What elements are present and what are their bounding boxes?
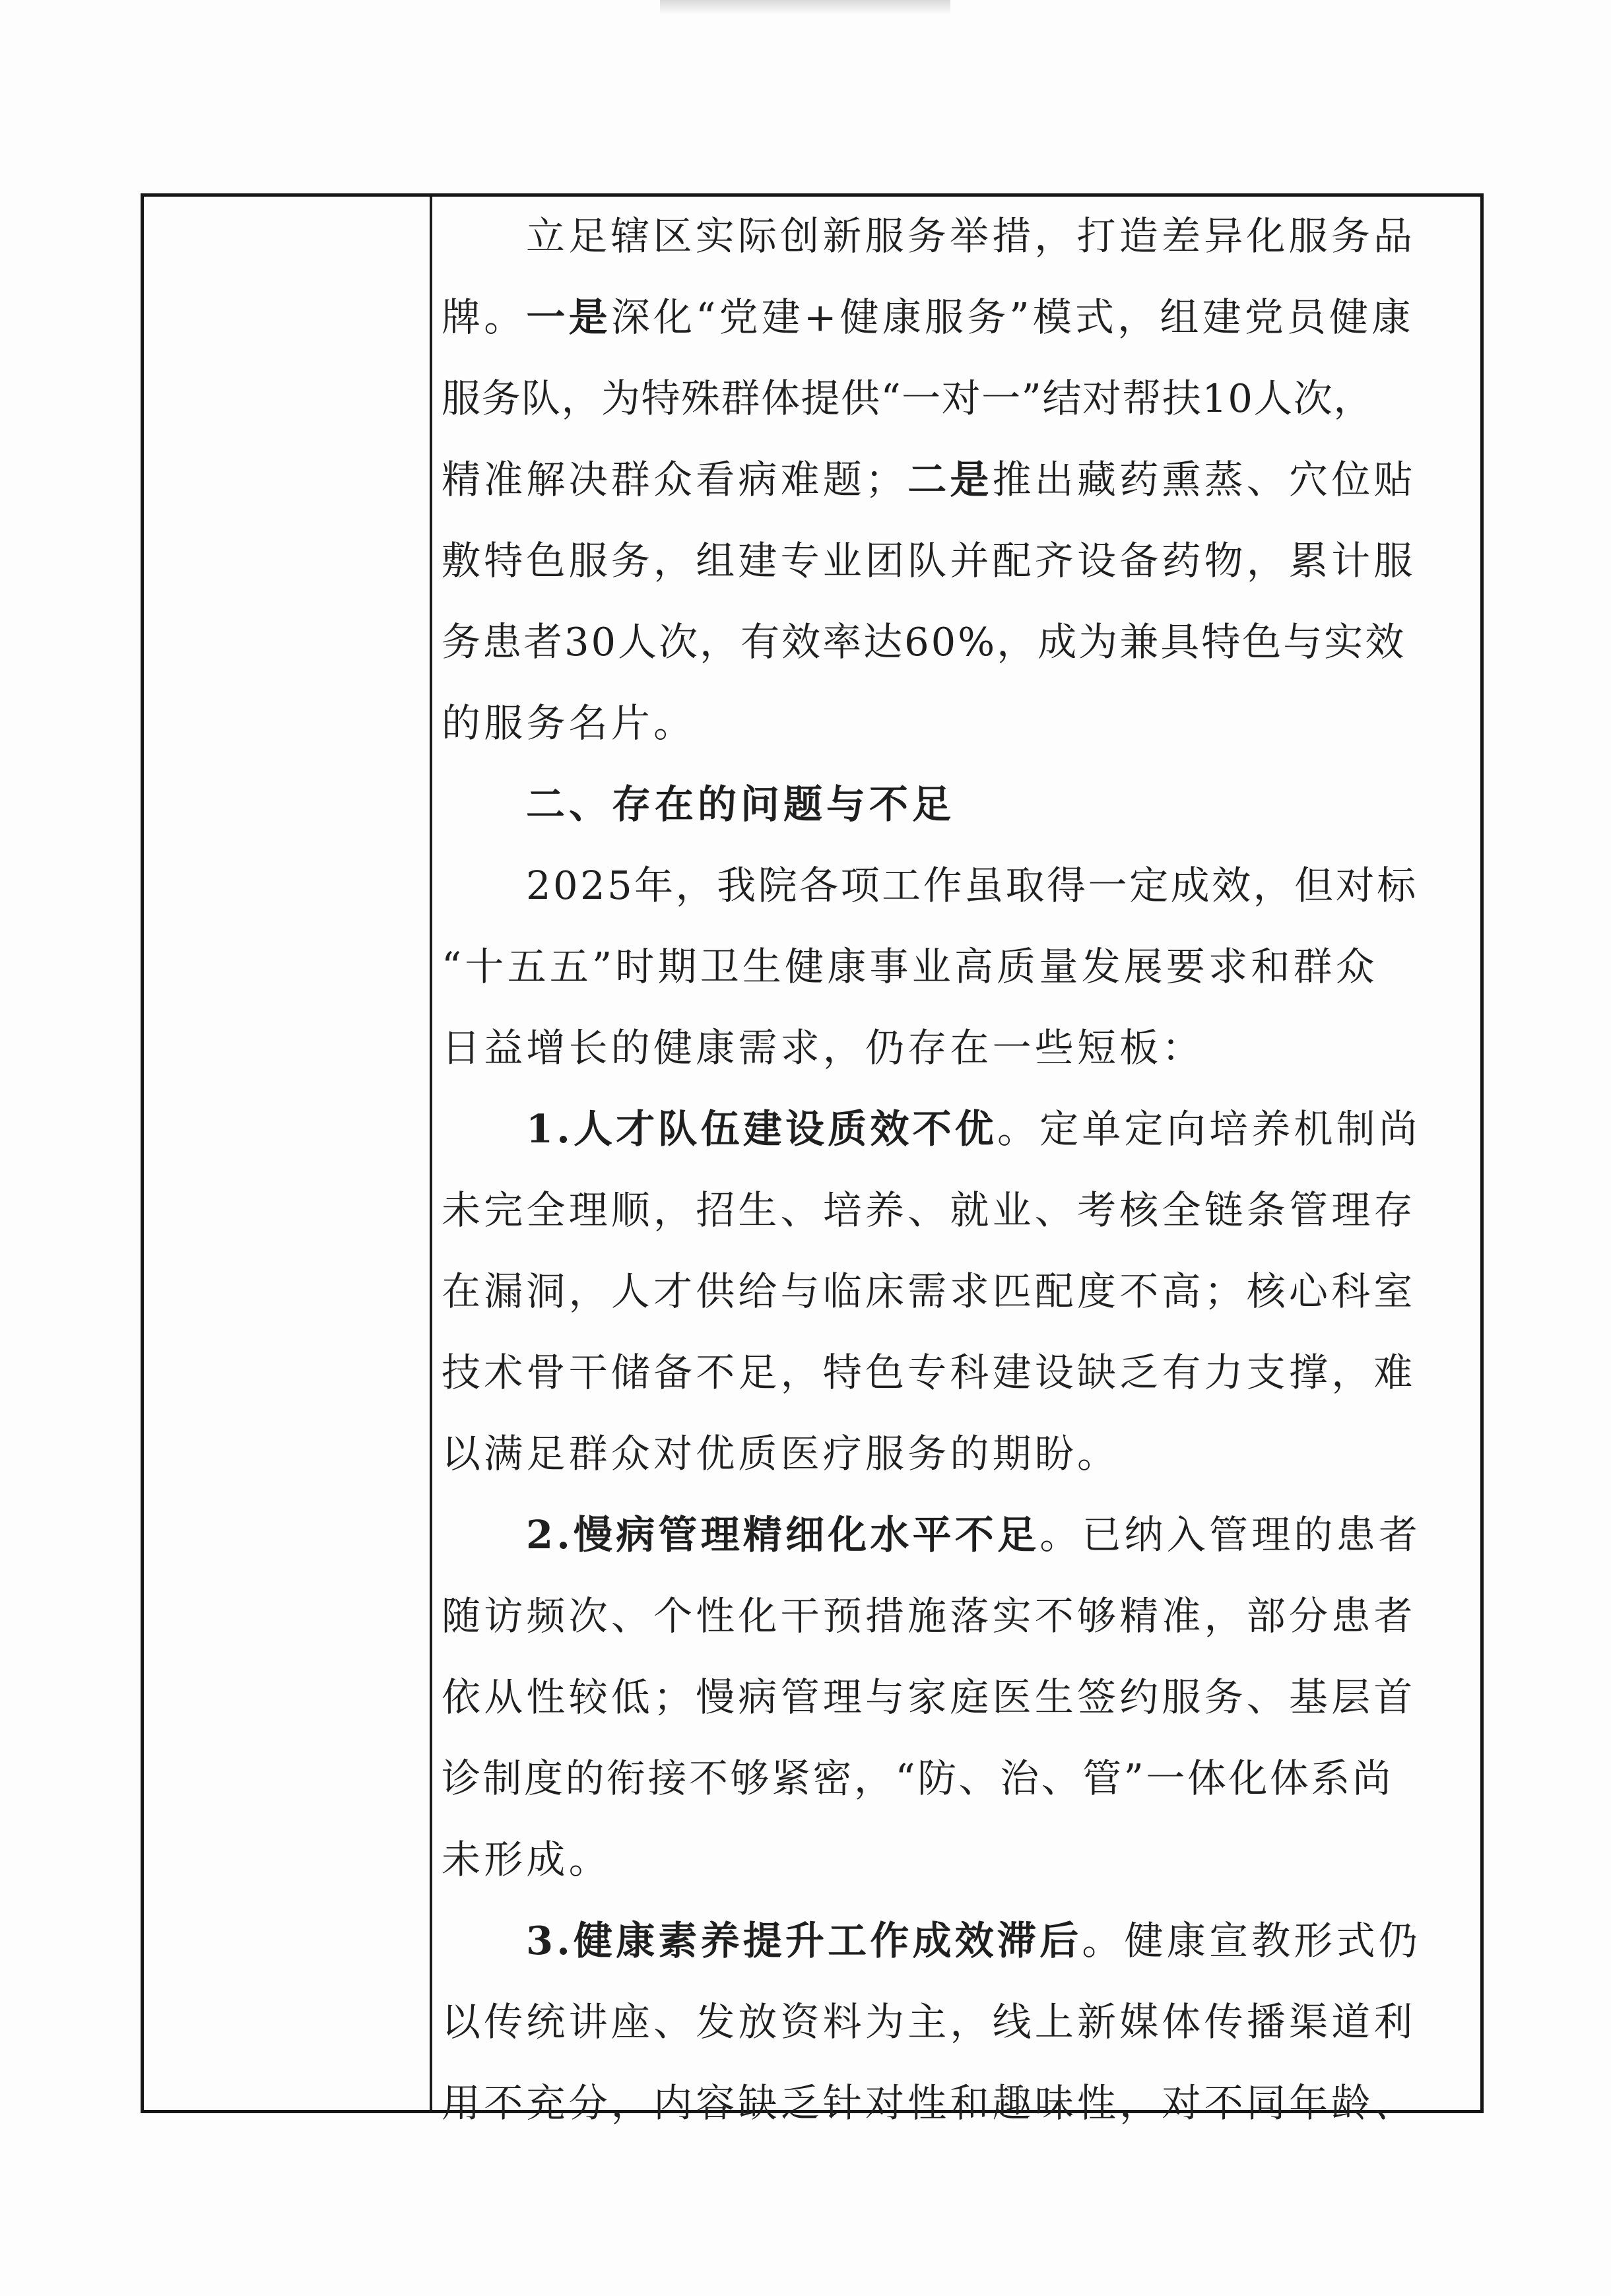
text-line: “十五五”时期卫生健康事业高质量发展要求和群众 (442, 944, 1378, 989)
text-line: 2025年，我院各项工作虽取得一定成效，但对标 (526, 863, 1418, 908)
text-line: 精准解决群众看病难题；二是推出藏药熏蒸、穴位贴 (442, 457, 1416, 502)
text-line: 日益增长的健康需求，仍存在一些短板： (442, 1025, 1204, 1070)
text-line: 技术骨干储备不足，特色专科建设缺乏有力支撑，难 (442, 1350, 1416, 1395)
table-column-divider (430, 197, 432, 2110)
text-line: 未完全理顺，招生、培养、就业、考核全链条管理存 (442, 1187, 1416, 1233)
text-line: 1.人才队伍建设质效不优。定单定向培养机制尚 (526, 1106, 1422, 1152)
item-3-title: 3.健康素养提升工作成效滞后 (526, 1918, 1082, 1963)
text-line: 务患者30人次，有效率达60%，成为兼具特色与实效 (442, 619, 1406, 665)
text-line: 牌。一是深化“党建+健康服务”模式，组建党员健康 (442, 294, 1414, 340)
text-line: 立足辖区实际创新服务举措，打造差异化服务品 (526, 213, 1416, 259)
text-line: 未形成。 (442, 1837, 611, 1882)
text-line: 以传统讲座、发放资料为主，线上新媒体传播渠道利 (442, 1999, 1416, 2045)
text-line: 3.健康素养提升工作成效滞后。健康宣教形式仍 (526, 1918, 1422, 1963)
bold-marker-2: 二是 (907, 457, 993, 502)
text-line: 依从性较低；慢病管理与家庭医生签约服务、基层首 (442, 1674, 1416, 1720)
text-line: 2.慢病管理精细化水平不足。已纳入管理的患者 (526, 1512, 1422, 1558)
scan-edge-shadow (660, 0, 950, 15)
text-line: 以满足群众对优质医疗服务的期盼。 (442, 1431, 1120, 1476)
text-line: 服务队，为特殊群体提供“一对一”结对帮扶10人次， (442, 376, 1373, 421)
text-line: 敷特色服务，组建专业团队并配齐设备药物，累计服 (442, 538, 1416, 583)
item-1-title: 1.人才队伍建设质效不优 (526, 1106, 997, 1152)
text-line: 随访频次、个性化干预措施落实不够精准，部分患者 (442, 1593, 1416, 1639)
section-heading: 二、存在的问题与不足 (526, 781, 956, 827)
bold-marker-1: 一是 (526, 294, 611, 340)
text-line: 用不充分，内容缺乏针对性和趣味性，对不同年龄、 (442, 2080, 1416, 2126)
text-line: 在漏洞，人才供给与临床需求匹配度不高；核心科室 (442, 1268, 1416, 1314)
item-2-title: 2.慢病管理精细化水平不足 (526, 1512, 1040, 1558)
text-line: 诊制度的衔接不够紧密，“防、治、管”一体化体系尚 (442, 1755, 1394, 1801)
text-line: 的服务名片。 (442, 700, 696, 746)
